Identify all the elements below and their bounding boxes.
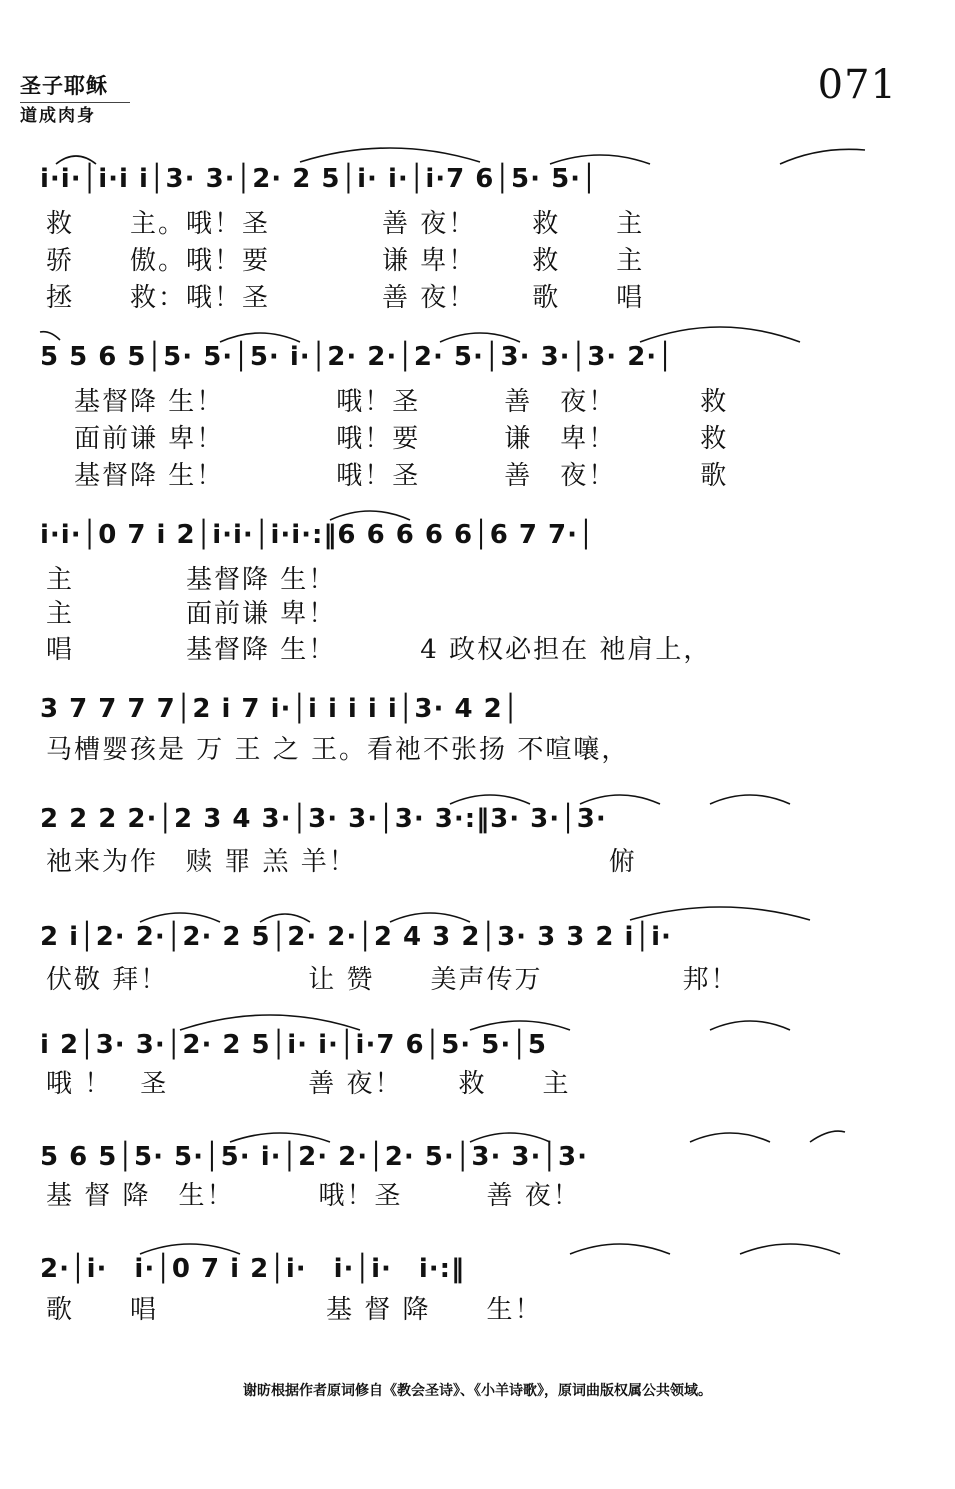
lyric-refrain: 歌 唱 基 督 降 生！ [46,1295,543,1325]
lyric-verse-3: 唱 基督降 生！ 4 政权必担在 祂肩上， [46,635,712,665]
lyric-refrain: 基 督 降 生！ 哦！圣 善 夜！ [46,1181,581,1211]
lyric-verse-4: 马槽婴孩是 万 王 之 王。看祂不张扬 不喧嚷， [46,735,630,765]
lyric-verse-3: 拯 救：哦！圣 善 夜！ 歌 唱 [46,283,645,313]
lyric-verse-4: 祂来为作 赎 罪 羔 羊！ 俯 [46,847,637,877]
lyric-verse-2: 面前谦 卑！ 哦！要 谦 卑！ 救 [46,424,729,454]
lyric-verse-3: 基督降 生！ 哦！圣 善 夜！ 歌 [46,461,729,491]
lyric-verse-1: 基督降 生！ 哦！圣 善 夜！ 救 [46,387,729,417]
lyric-verse-4: 伏敬 拜！ 让 赞 美声传万 邦！ [46,965,739,995]
notation-line [40,1230,885,1288]
song-header [20,72,130,129]
song-title: 圣子耶稣 [20,72,130,103]
jianpu-notes: i·i·│0 7 i 2│i·i·│i·i·:‖6 6 6 6 6│6 7 7·│ [40,520,595,550]
notation-line [40,1118,885,1176]
jianpu-notes: 3 7 7 7 7│2 i 7 i·│i i i i i│3· 4 2│ [40,694,520,724]
lyric-refrain: 哦 ！ 圣 善 夜！ 救 主 [46,1069,571,1099]
lyric-verse-2: 骄 傲。哦！要 谦 卑！ 救 主 [46,246,645,276]
notation-line [40,318,885,376]
notation-line [40,670,885,728]
lyric-verse-2: 主 面前谦 卑！ [46,599,337,629]
jianpu-notes: 2 2 2 2·│2 3 4 3·│3· 3·│3· 3·:‖3· 3·│3· [40,804,607,834]
notation-line [40,1006,885,1064]
notation-line [40,780,885,838]
page-number: 071 [817,62,897,108]
lyric-verse-1: 主 基督降 生！ [46,565,337,595]
notation-line [40,140,885,198]
notation-line [40,496,885,554]
jianpu-notes: i·i·│i·i i│3· 3·│2· 2 5│i· i·│i·7 6│5· 5·│ [40,164,598,194]
jianpu-notes: 2·│i· i·│0 7 i 2│i· i·│i· i·:‖ [40,1254,466,1284]
jianpu-notes: i 2│3· 3·│2· 2 5│i· i·│i·7 6│5· 5·│5 [40,1030,547,1060]
jianpu-notes: 2 i│2· 2·│2· 2 5│2· 2·│2 4 3 2│3· 3 3 2 i│i· [40,922,672,952]
lyric-verse-1: 救 主。哦！圣 善 夜！ 救 主 [46,209,645,239]
jianpu-notes: 5 6 5│5· 5·│5· i·│2· 2·│2· 5·│3· 3·│3· [40,1142,589,1172]
notation-line [40,898,885,956]
song-subtitle: 道成肉身 [20,106,96,126]
jianpu-notes: 5 5 6 5│5· 5·│5· i·│2· 2·│2· 5·│3· 3·│3· 2·│ [40,342,674,372]
copyright-footer: 谢昉根据作者原词修自《教会圣诗》、《小羊诗歌》，原词曲版权属公共领域。 [243,1383,712,1399]
